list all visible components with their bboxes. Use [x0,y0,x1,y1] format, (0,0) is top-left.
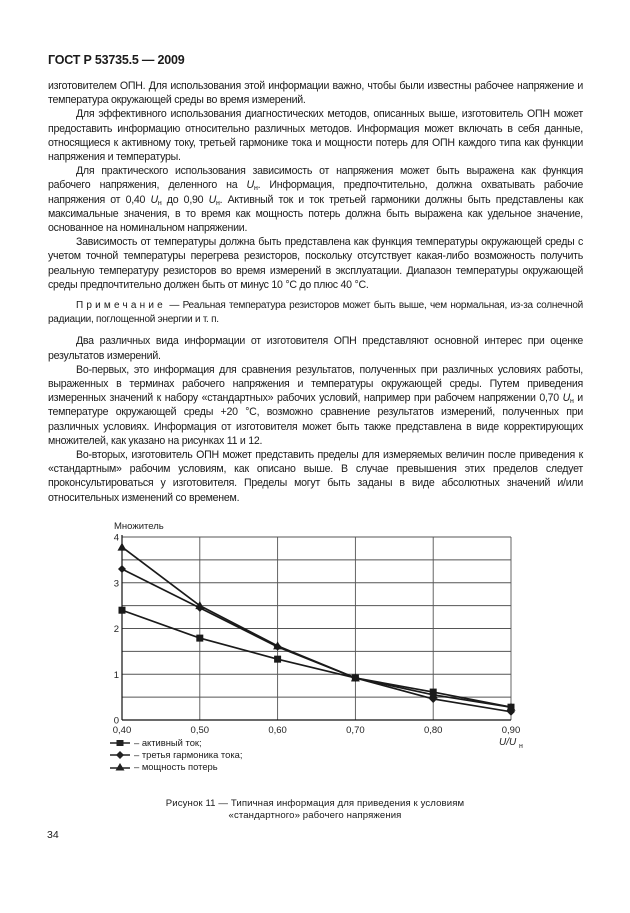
chart-legend [110,737,242,774]
paragraph-3 [48,164,583,235]
y-axis-label: Множитель [114,521,164,532]
triangle-marker-icon [110,763,130,771]
x-tick-label: 0,50 [190,725,210,736]
x-tick-label: 0,80 [423,725,443,736]
diamond-marker [118,565,126,573]
p3-part-d: . Активный ток и ток третьей гармоники должны быть представлены как максимальные значения, в то время как мощность потерь должна быть выражена как удельное значение, основанное на номинальном напряжении. [48,193,583,235]
square-marker-icon [110,739,130,747]
x-axis-label-sub: н [519,743,523,750]
x-tick-label: 0,70 [346,725,365,736]
series-line [122,610,511,707]
caption-line-2: «стандартного» рабочего напряжения [228,810,402,822]
caption-line-1: Рисунок 11 — Типичная информация для приведения к условиям [165,798,465,809]
y-tick-label: 4 [113,532,119,544]
x-axis-label: U/U [499,737,517,748]
triangle-marker [118,543,127,551]
page-number: 34 [47,829,59,841]
note-text: — Реальная температура резисторов может быть выше, чем нормальная, из-за солнечной радиации, поглощенной энергии и т. п. [48,300,583,326]
legend-label: – мощность потерь [134,761,218,773]
square-marker [274,656,281,663]
p3-part-a: Для практического использования зависимость от напряжения может быть выражена как функция рабочего напряжения, деленного на [48,165,583,192]
paragraph-7: Во-вторых, изготовитель ОПН может представить пределы для измеряемых величин после приведения к «стандартным» рабочим условиям, как описано выше. В случае превышения этих пределов следует проконсультироваться у изготовителя. Пределы могут быть заданы в виде абсолютных значений и/или относительных изменений со временем. [48,449,583,504]
legend-item-power-loss [110,761,242,773]
paragraph-6 [48,363,583,448]
p6-part-a: Во-первых, это информация для сравнения результатов, полученных при различных условиях работы, выраженных в терминах рабочего напряжения и температуры окружающей среды. Путем приведения измеренных значений к набору «стандартных» рабочих условий, например при рабочем напряжении 0,70 [48,363,583,405]
body-text [48,79,583,505]
u-sub: н [253,185,258,193]
paragraph-1: изготовителем ОПН. Для использования этой информации важно, чтобы были известны рабочее напряжение и температура окружающей среды во время измерений. [48,80,583,107]
note-label: Примечание [76,300,166,312]
diamond-marker-icon [110,751,130,759]
y-tick-label: 3 [113,578,119,590]
square-marker [196,635,203,642]
legend-label: – третья гармоника тока; [134,749,243,761]
square-marker [119,607,126,614]
paragraph-2: Для эффективного использования диагностических методов, описанных выше, изготовитель ОПН может предоставить информацию относительно различных методов. Информация может включать в себя данные, относящиеся к активному току, третьей гармонике тока и мощности потерь для ОПН каждого типа как функции напряжения и температуры. [48,108,583,164]
figure-caption [0,798,630,823]
u-sub: н [216,199,220,207]
x-tick-label: 0,40 [112,725,132,736]
u-sub: н [157,199,162,207]
legend-item-active-current [110,737,242,749]
u-symbol: U [562,392,571,405]
y-tick-label: 1 [113,669,119,681]
x-tick-label: 0,60 [268,725,287,736]
u-symbol: U [246,179,254,192]
p3-part-b: . Информация, предпочтительно, должна охватывать рабочие напряжения от 0,40 [48,179,583,206]
x-tick-label: 0,90 [501,725,521,736]
note [48,299,583,327]
y-tick-label: 2 [113,624,119,635]
legend-item-third-harmonic [110,749,242,761]
paragraph-4: Зависимость от температуры должна быть представлена как функция температуры окружающей среды с учетом точной температуры перегрева резисторов, поскольку отсутствует какая-либо возможность получить реальную температуру резисторов во время измерений в эксплуатации. Диапазон температуры окружающей среды предпочтительно должен быть от минус 10 °С до плюс 40 °С. [48,236,583,291]
legend-label: – активный ток; [134,737,202,748]
u-symbol: U [150,193,158,206]
u-sub: н [570,398,574,406]
series-line [122,547,511,707]
paragraph-5: Два различных вида информации от изготовителя ОПН представляют основной интерес при оценке результатов измерений. [48,335,583,362]
y-tick-label: 0 [113,715,119,727]
u-symbol: U [208,193,216,206]
document-header: ГОСТ Р 53735.5 — 2009 [48,53,185,67]
p6-part-b: и температуре окружающей среды +20 °С, возможно сравнение результатов измерений, полученных при различных условиях. Информация от изготовителя может быть также представлена в виде корректирующих множителей, как указано на рисунках 11 и 12. [48,392,583,447]
p3-part-c: до 0,90 [161,193,209,206]
